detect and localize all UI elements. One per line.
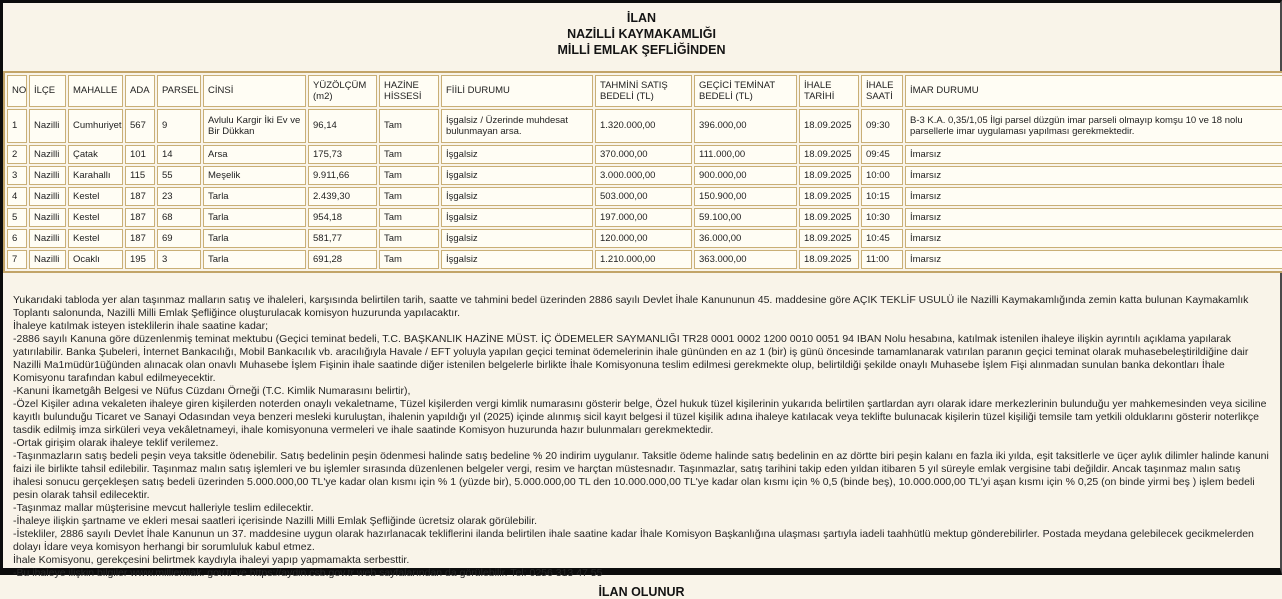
table-cell: B-3 K.A. 0,35/1,05 İlgi parsel düzgün imar parseli olmayıp komşu 10 ve 18 nolu parsellerle imar uygulaması yapılması gerekmektedir. [905,109,1282,143]
table-cell: 18.09.2025 [799,109,859,143]
table-cell: 101 [125,145,155,164]
column-header: NO [7,75,27,107]
table-row [7,208,1282,227]
title-line-seflik: MİLLİ EMLAK ŞEFLİĞİNDEN [557,43,726,57]
column-header: FİİLİ DURUMU [441,75,593,107]
table-cell: Tam [379,250,439,269]
title-line-ilan: İLAN [626,11,657,25]
table-cell: 11:00 [861,250,903,269]
column-header: TAHMİNİ SATIŞ BEDELİ (TL) [595,75,692,107]
table-header [7,75,1282,107]
table-cell: 23 [157,187,201,206]
table-cell: Çatak [68,145,123,164]
table-cell: 55 [157,166,201,185]
table-row [7,187,1282,206]
table-cell: Nazilli [29,145,66,164]
table-cell: 3 [157,250,201,269]
column-header: MAHALLE [68,75,123,107]
table-cell: Kestel [68,229,123,248]
table-cell: Kestel [68,187,123,206]
table-cell: 6 [7,229,27,248]
table-cell: 4 [7,187,27,206]
notice-paragraphs [13,294,1270,580]
table-cell: Nazilli [29,187,66,206]
notice-paragraph: -2886 sayılı Kanuna göre düzenlenmiş teminat mektubu (Geçici teminat bedeli, T.C. BAŞKANLIK HAZİNE MÜST. İÇ ÖDEMELER SAYMANLIĞI TR28 0001 0002 1200 0010 0051 94 IBAN Nolu hesabına, katılmak istenilen ihaleye ilişkin ayrıntılı açıklama yapılarak yatırılabilir. Banka Şubeleri, İnternet Bankacılığı, Mobil Bankacılık vb. aracılığıyla Havale / EFT yoluyla yapılan geçici teminat ödemelerinin ihale gününden en az 1 (bir) iş günü öncesinde tamamlanarak vatırılan paranın geçici teminat olarak muhasebeleştirildiğine dair Nazilli Ma1müdür1üğünden alınacak olan onavlı Muhasebe İşlem Fişinin ihale saatinde diğer istenilen belgelerle birlikte İhale Komisyonuna teslim edilmesi gerekmekte olup, belirtildiği şekilde onaylı Muhasebe İşlem Fişi alınmadan sunulan banka dekontları İhale Komisyonu tarafından kabul edilmeyecektir. [13,333,1249,384]
table-cell: 36.000,00 [694,229,797,248]
table-cell: 2.439,30 [308,187,377,206]
table-cell: 18.09.2025 [799,187,859,206]
table-cell: İşgalsiz [441,187,593,206]
table-cell: İmarsız [905,250,1282,269]
table-cell: 2 [7,145,27,164]
table-cell: 3 [7,166,27,185]
table-cell: 120.000,00 [595,229,692,248]
table-cell: İşgalsiz [441,145,593,164]
column-header: YÜZÖLÇÜM (m2) [308,75,377,107]
table-cell: Tam [379,229,439,248]
document-title [3,3,1280,58]
table-cell: 1 [7,109,27,143]
table-cell: 111.000,00 [694,145,797,164]
column-header: GEÇİCİ TEMİNAT BEDELİ (TL) [694,75,797,107]
table-cell: 954,18 [308,208,377,227]
table-cell: Avlulu Kargir İki Ev ve Bir Dükkan [203,109,306,143]
table-row [7,109,1282,143]
column-header: İHALE TARİHİ [799,75,859,107]
table-cell: 567 [125,109,155,143]
notice-paragraph: İhaleye katılmak isteyen isteklilerin ihale saatine kadar; [13,320,269,332]
table-cell: Arsa [203,145,306,164]
table-cell: Tarla [203,229,306,248]
table-cell: İmarsız [905,229,1282,248]
notice-paragraph: Yukarıdaki tabloda yer alan taşınmaz malların satış ve ihaleleri, karşısında belirtilen tarih, saatte ve tahmini bedel üzerinden 2886 sayılı Devlet İhale Kanununun 45. maddesine göre AÇIK TEKLİF USULÜ ile Nazilli Kaymakamlığında zemin katta bulunan Kaymakamlık Toplantı salonunda, Nazilli Milli Emlak Şefliğince oluşturulacak komisyon huzurunda yapılacaktır. [13,294,1249,319]
table-cell: 1.210.000,00 [595,250,692,269]
table-cell: Tam [379,109,439,143]
table-cell: Karahallı [68,166,123,185]
notice-paragraph: -Taşınmaz mallar müşterisine mevcut halleriyle teslim edilecektir. [13,502,314,514]
table-cell: Tam [379,208,439,227]
table-cell: 691,28 [308,250,377,269]
table-cell: İşgalsiz / Üzerinde muhdesat bulunmayan arsa. [441,109,593,143]
notice-paragraph: -Kanuni İkametgâh Belgesi ve Nüfus Cüzdanı Örneği (T.C. Kimlik Numarasını belirtir), [13,385,411,397]
column-header: ADA [125,75,155,107]
table-cell: Kestel [68,208,123,227]
table-cell: 18.09.2025 [799,208,859,227]
table-cell: 10:15 [861,187,903,206]
table-cell: 7 [7,250,27,269]
table-cell: Nazilli [29,166,66,185]
table-body [7,109,1282,269]
column-header: İMAR DURUMU [905,75,1282,107]
table-cell: 5 [7,208,27,227]
column-header: CİNSİ [203,75,306,107]
table-cell: 195 [125,250,155,269]
table-cell: İşgalsiz [441,166,593,185]
table-cell: Tarla [203,208,306,227]
table-cell: 09:45 [861,145,903,164]
table-cell: 68 [157,208,201,227]
table-cell: Tam [379,166,439,185]
notice-paragraph: İhale Komisyonu, gerekçesini belirtmek kaydıyla ihaleyi yapıp yapmamakta serbesttir. [13,554,410,566]
table-cell: İşgalsiz [441,250,593,269]
table-cell: Cumhuriyet [68,109,123,143]
table-cell: 18.09.2025 [799,229,859,248]
table-cell: 10:30 [861,208,903,227]
table-cell: 69 [157,229,201,248]
notice-paragraph: -İhaleye ilişkin şartname ve ekleri mesai saatleri içerisinde Nazilli Milli Emlak Şefliğinde ücretsiz olarak görülebilir. [13,515,538,527]
column-header: PARSEL [157,75,201,107]
column-header: İHALE SAATİ [861,75,903,107]
table-header-row [7,75,1282,107]
table-cell: Tam [379,187,439,206]
table-cell: 175,73 [308,145,377,164]
table-cell: 59.100,00 [694,208,797,227]
table-cell: İmarsız [905,187,1282,206]
table-cell: İmarsız [905,208,1282,227]
table-cell: İmarsız [905,166,1282,185]
table-cell: 187 [125,187,155,206]
table-cell: 503.000,00 [595,187,692,206]
table-row [7,145,1282,164]
table-cell: 14 [157,145,201,164]
table-cell: Ocaklı [68,250,123,269]
table-cell: 581,77 [308,229,377,248]
table-cell: 187 [125,229,155,248]
table-cell: Tarla [203,250,306,269]
table-cell: 3.000.000,00 [595,166,692,185]
table-row [7,250,1282,269]
notice-paragraph: -Özel Kişiler adına vekaleten ihaleye giren kişilerden noterden onaylı vekaletname, Tüzel kişilerden vergi kimlik numarasını gösterir belge, Özel hukuk tüzel kişilerinin yukarıda belirtilen şartlardan ayrı olarak idare merkezlerinin bulunduğu yer mahkemesinden veya siciline kayıtlı bulunduğu Ticaret ve Sanayi Odasından veya benzeri mesleki kuruluştan, ihalenin yapıldığı yıl (2025) içinde alınmış sicil kayıt belgesi il tüzel kişilik adına ihaleye katılacak veya teklifte bulunacak kişilerin tüzel kişiliği temsile tam yetkili olduklarını gösterir noterlikçe tasdik edilmiş imza sirküleri veya vekâletnameyi, ihale komisyonuna vermeleri ve ihale saatinde Komisyon huzurunda hazır bulunmaları gerekmektedir. [13,398,1267,436]
table-cell: 900.000,00 [694,166,797,185]
ilan-olunur-label: İLAN OLUNUR [598,585,685,599]
table-cell: 197.000,00 [595,208,692,227]
table-cell: Nazilli [29,229,66,248]
notice-paragraph: -İstekliler, 2886 sayılı Devlet İhale Kanunun un 37. maddesine uygun olarak hazırlanacak tekliflerini ilanda belirtilen ihale saatine kadar İhale Komisyon Başkanlığına ulaşması şartıyla iadeli taahhütlü mektup gönderebilirler. Postada meydana gelebilecek gecikmelerden dolayı İdare veya komisyon herhangi bir sorumluluk kabul etmez. [13,528,1254,553]
table-cell: İşgalsiz [441,208,593,227]
table-cell: Nazilli [29,208,66,227]
table-cell: 96,14 [308,109,377,143]
table-cell: 18.09.2025 [799,145,859,164]
column-header: HAZİNE HİSSESİ [379,75,439,107]
table-cell: 1.320.000,00 [595,109,692,143]
notice-paragraph: -Taşınmazların satış bedeli peşin veya taksitle ödenebilir. Satış bedelinin peşin ödenmesi halinde satış bedeline % 20 indirim uygulanır. Taksitle ödeme halinde satış bedelinin en az dörtte biri peşin kalanı en fazla iki yılda, eşit taksitlerle ve üçer aylık dilimler halinde kanuni faizi ile birlikte tahsil edilebilir. Taşınmaz malın satış işlemleri ve bu işlemler sırasında düzenlenen belgeler vergi, resim ve harçtan müstesnadır. Taşınmazlar, satış tarihini takip eden yıldan itibaren 5 yıl süreyle emlak vergisine tabi değildir. Ancak taşınmaz malın satış ihalesi sonucu gerçekleşen satış bedeli üzerinden 5.000.000,00 TL'ye kadar olan kısmı için % 1 (yüzde bir), 5.000.000,00 TL den 10.000.000,00 TL'ye kadar olan kısmı için % 0,5 (binde beş), 10.000.000,00 TL'yi aşan kısmı için % 0,25 (on binde yirmi beş ) işlem bedeli pesin olarak tahsil edilecektir. [13,450,1269,501]
auction-table [3,71,1282,273]
table-cell: 9 [157,109,201,143]
notice-paragraph: -Bu ihaleye ilişkin bilgiler www.milliemlak. gov.tr ve https://aydin.csb.gov.tr web sayfalarından da görülebilir. Tel: 0256 313 47 55 [13,567,603,579]
table-cell: 18.09.2025 [799,166,859,185]
table-cell: 370.000,00 [595,145,692,164]
table-cell: 363.000,00 [694,250,797,269]
table-cell: Nazilli [29,250,66,269]
table-cell: İşgalsiz [441,229,593,248]
title-line-kaymakamlik: NAZİLLİ KAYMAKAMLIĞI [567,27,716,41]
table-cell: Nazilli [29,109,66,143]
column-header: İLÇE [29,75,66,107]
table-cell: 10:00 [861,166,903,185]
table-cell: İmarsız [905,145,1282,164]
table-cell: Tam [379,145,439,164]
table-row [7,229,1282,248]
table-cell: 10:45 [861,229,903,248]
table-cell: 115 [125,166,155,185]
table-row [7,166,1282,185]
table-cell: 150.900,00 [694,187,797,206]
table-cell: 187 [125,208,155,227]
table-cell: Meşelik [203,166,306,185]
table-cell: 09:30 [861,109,903,143]
table-cell: 396.000,00 [694,109,797,143]
notice-paragraph: -Ortak girişim olarak ihaleye teklif verilemez. [13,437,219,449]
table-cell: 9.911,66 [308,166,377,185]
table-cell: Tarla [203,187,306,206]
table-cell: 18.09.2025 [799,250,859,269]
